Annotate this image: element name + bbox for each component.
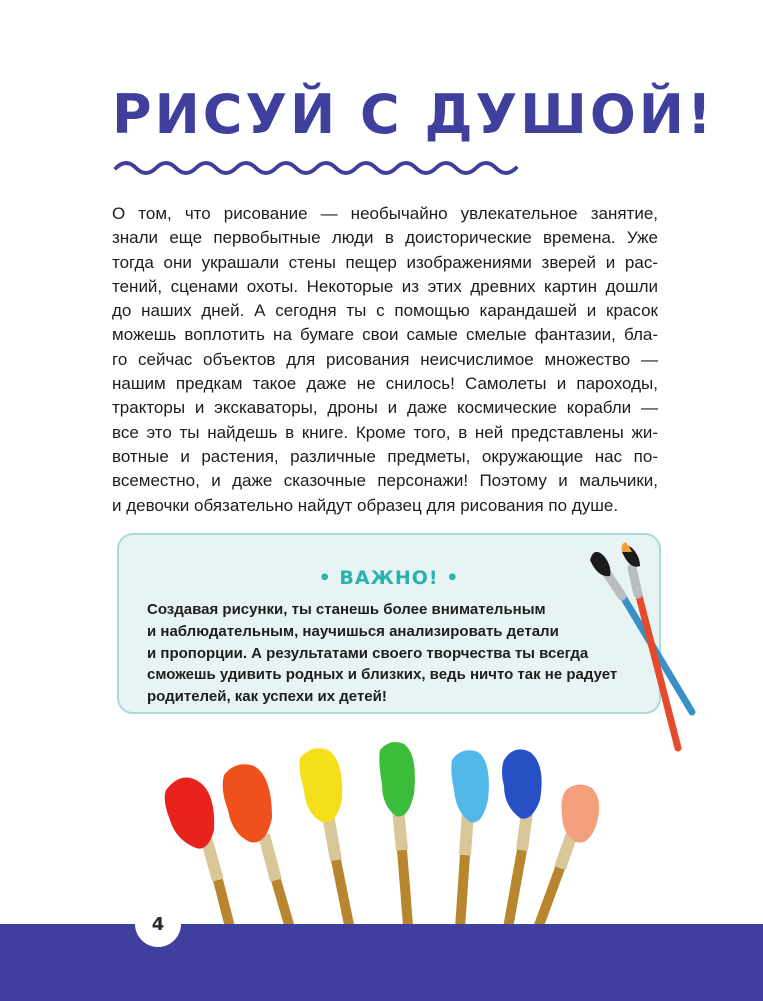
callout-line: родителей, как успехи их детей! bbox=[147, 688, 387, 706]
paragraph-line: до наших дней. А сегодня ты с помощью карандашей и красок bbox=[112, 301, 658, 321]
paragraph-line: все это ты найдешь в книге. Кроме того, в ней представлены жи- bbox=[112, 422, 658, 442]
paragraph-line: О том, что рисование — необычайно увлекательное занятие, bbox=[112, 204, 658, 223]
callout-line: сможешь удивить родных и близких, ведь ничто так не радует bbox=[147, 666, 618, 684]
paragraph-line: нашим предкам такое даже не снилось! Самолеты и пароходы, bbox=[112, 374, 658, 394]
paragraph-line: тений, сценами охоты. Некоторые из этих древних картин дошли bbox=[112, 276, 658, 296]
peach-paintbrush-icon bbox=[538, 784, 599, 928]
red-paintbrush-icon bbox=[622, 542, 679, 748]
paragraph-line: тракторы и экскаваторы, дроны и даже космические корабли — bbox=[112, 398, 658, 418]
callout-heading: • ВАЖНО! • bbox=[318, 567, 460, 589]
page-number: 4 bbox=[151, 913, 165, 935]
paragraph-line: знали еще первобытные люди в доисторические времена. Уже bbox=[112, 228, 658, 248]
yellow-paintbrush-icon bbox=[300, 748, 351, 930]
callout-line: Создавая рисунки, ты станешь более внимательным bbox=[147, 601, 546, 618]
paintbrush-row bbox=[165, 742, 600, 935]
blue-paintbrush-icon bbox=[502, 749, 542, 928]
paragraph-line: тогда они украшали стены пещер изображениями зверей и рас- bbox=[112, 252, 658, 272]
page-title: РИСУЙ С ДУШОЙ! bbox=[112, 83, 715, 146]
orange-paintbrush-icon bbox=[223, 764, 292, 935]
paragraph-line: можешь воплотить на бумаге свои самые смелые фантазии, бла- bbox=[112, 325, 658, 345]
paragraph-line: вотные и растения, различные предметы, окружающие нас по- bbox=[112, 446, 658, 466]
page-number-badge bbox=[135, 901, 181, 947]
footer-band bbox=[0, 924, 763, 1001]
green-paintbrush-icon bbox=[379, 742, 415, 925]
paragraph-line: всеместно, и даже сказочные персонажи! Поэтому и мальчики, bbox=[112, 471, 658, 491]
callout-line: и пропорции. А результатами своего творчества ты всегда bbox=[147, 644, 589, 662]
callout-line: и наблюдательным, научишься анализировать детали bbox=[147, 622, 559, 640]
paragraph-line: и девочки обязательно найдут образец для рисования по душе. bbox=[112, 495, 619, 515]
paragraph-line: го сейчас объектов для рисования неисчислимое множество — bbox=[112, 349, 658, 369]
blue-paintbrush-icon bbox=[590, 552, 692, 712]
light-blue-paintbrush-icon bbox=[451, 750, 489, 928]
